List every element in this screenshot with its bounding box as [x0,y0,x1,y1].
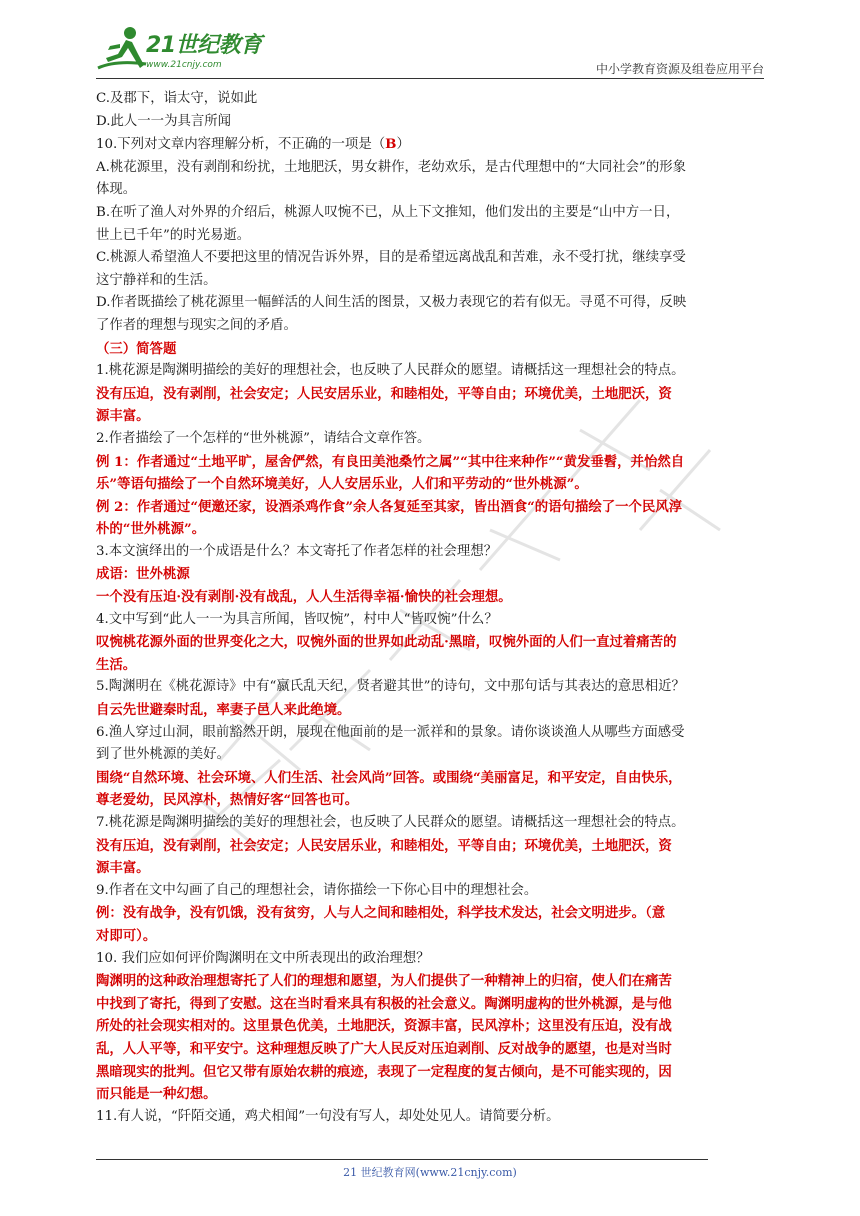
question-text: 10.下列对文章内容理解分析，不正确的一项是（ [96,137,386,153]
option-b: B.在听了渔人对外界的介绍后，桃源人叹惋不已，从上下文推知，他们发出的主要是“山中方一日， [96,204,680,220]
option-c-cont: 这宁静祥和的生活。 [96,272,217,288]
answer-text: 一个没有压迫·没有剥削·没有战乱，人人生活得幸福·愉快的社会理想。 [96,589,512,606]
header-divider [96,78,764,79]
platform-name: 中小学教育资源及组卷应用平台 [595,62,764,76]
answer-text: 乐”等语句描绘了一个自然环境美好，人人安居乐业，人们和平劳动的“世外桃源”。 [96,476,588,493]
option-c: C.桃源人希望渔人不要把这里的情况告诉外界，目的是希望远离战乱和苦难，永不受打扰，继续享受 [96,250,686,266]
site-logo[interactable] [96,24,306,76]
answer-text: 而只能是一种幻想。 [96,1086,217,1103]
option-a: A.桃花源里，没有剥削和纷扰，土地肥沃，男女耕作，老幼欢乐，是古代理想中的“大同社会”的形象 [96,159,687,175]
answer-text: 所处的社会现实相对的。这里景色优美，土地肥沃，资源丰富，民风淳朴；这里没有压迫，没有战 [96,1018,672,1035]
answer-text: 黑暗现实的批判。但它又带有原始农耕的痕迹，表现了一定程度的复古倾向，是不可能实现的，因 [96,1063,672,1080]
option-b-cont: 世上已千年”的时光易逝。 [96,227,251,243]
question-text: 1.桃花源是陶渊明描绘的美好的理想社会，也反映了人民群众的愿望。请概括这一理想社会的特点。 [96,363,685,379]
question-text: 6.渔人穿过山洞，眼前豁然开朗，展现在他面前的是一派祥和的景象。请你谈谈渔人从哪些方面感受 [96,724,685,740]
text-line: D.此人一一为具言所闻 [96,113,232,129]
answer-text: 没有压迫，没有剥削，社会安定；人民安居乐业，和睦相处，平等自由；环境优美，土地肥沃，资 [96,837,672,854]
question-text: 3.本文演绎出的一个成语是什么？本文寄托了作者怎样的社会理想？ [96,543,498,559]
answer-text: 源丰富。 [96,408,150,425]
answer-letter: B [385,136,397,153]
question-text: 11.有人说，“阡陌交通，鸡犬相闻”一句没有写人，却处处见人。请简要分析。 [96,1108,560,1124]
logo-url: www.21cnjy.com [146,60,222,70]
answer-text: 没有压迫，没有剥削，社会安定；人民安居乐业，和睦相处，平等自由；环境优美，土地肥沃，资 [96,385,672,402]
answer-text: 成语：世外桃源 [96,566,190,583]
question-text: 9.作者在文中勾画了自己的理想社会，请你描绘一下你心目中的理想社会。 [96,882,538,898]
answer-text: 源丰富。 [96,860,150,877]
answer-text: 中找到了寄托，得到了安慰。这在当时看来具有积极的社会意义。陶渊明虚构的世外桃源，是与他 [96,995,672,1012]
answer-text: 对即可）。 [96,927,157,944]
question-text: 2.作者描绘了一个怎样的“世外桃源”，请结合文章作答。 [96,430,431,446]
answer-text: 叹惋桃花源外面的世界变化之大，叹惋外面的世界如此动乱·黑暗，叹惋外面的人们一直过着痛苦的 [96,634,677,651]
section-heading: （三）简答题 [96,340,177,357]
answer-text: 例：没有战争，没有饥饿，没有贫穷，人与人之间和睦相处，科学技术发达，社会文明进步。（意 [96,905,666,922]
option-a-cont: 体现。 [96,182,137,198]
question-text: 5.陶渊明在《桃花源诗》中有“嬴氏乱天纪，贤者避其世”的诗句，文中那句话与其表达的意思相近？ [96,679,685,695]
answer-text: 例 1：作者通过“土地平旷，屋舍俨然，有良田美池桑竹之属”“其中往来种作”“黄发垂髫，并怡然自 [96,453,685,470]
question-text: 10. 我们应如何评价陶渊明在文中所表现出的政治理想？ [96,950,430,966]
runner-icon [96,24,148,74]
answer-text: 陶渊明的这种政治理想寄托了人们的理想和愿望，为人们提供了一种精神上的归宿，使人们在痛苦 [96,973,672,990]
page-header [96,18,764,80]
answer-text: 朴的“世外桃源”。 [96,521,206,538]
question-10 [96,133,768,157]
answer-text: 自云先世避秦时乱，率妻子邑人来此绝境。 [96,702,351,719]
footer-link[interactable]: 21 世纪教育网(www.21cnjy.com) [343,1166,517,1179]
answer-text: 生活。 [96,656,137,673]
question-text: 7.桃花源是陶渊明描绘的美好的理想社会，也反映了人民群众的愿望。请概括这一理想社会的特点。 [96,815,685,830]
option-d-cont: 了作者的理想与现实之间的矛盾。 [96,317,297,333]
text-line: C.及郡下，诣太守，说如此 [96,91,258,106]
document-body [96,88,768,1128]
answer-text: 乱，人人平等，和平安宁。这种理想反映了广大人民反对压迫剥削、反对战争的愿望，也是对当时 [96,1040,672,1057]
answer-text: 例 2：作者通过“便邀还家，设酒杀鸡作食”余人各复延至其家，皆出酒食“的语句描绘了一个民风淳 [96,498,683,515]
option-d: D.作者既描绘了桃花源里一幅鲜活的人间生活的图景，又极力表现它的若有似无。寻觅不可得，反映 [96,295,687,311]
footer-divider [96,1159,708,1160]
question-text: 到了世外桃源的美好。 [96,747,230,763]
logo-text: 21世纪教育 [146,33,262,58]
answer-text: 尊老爱幼，民风淳朴，热情好客“回答也可。 [96,792,359,809]
question-text: 4.文中写到“此人一一为具言所闻，皆叹惋”，村中人“皆叹惋”什么？ [96,611,498,627]
question-text: ） [396,137,410,153]
answer-text: 围绕“自然环境、社会环境、人们生活、社会风尚”回答。或围绕“美丽富足，和平安定，自由快乐， [96,769,682,786]
